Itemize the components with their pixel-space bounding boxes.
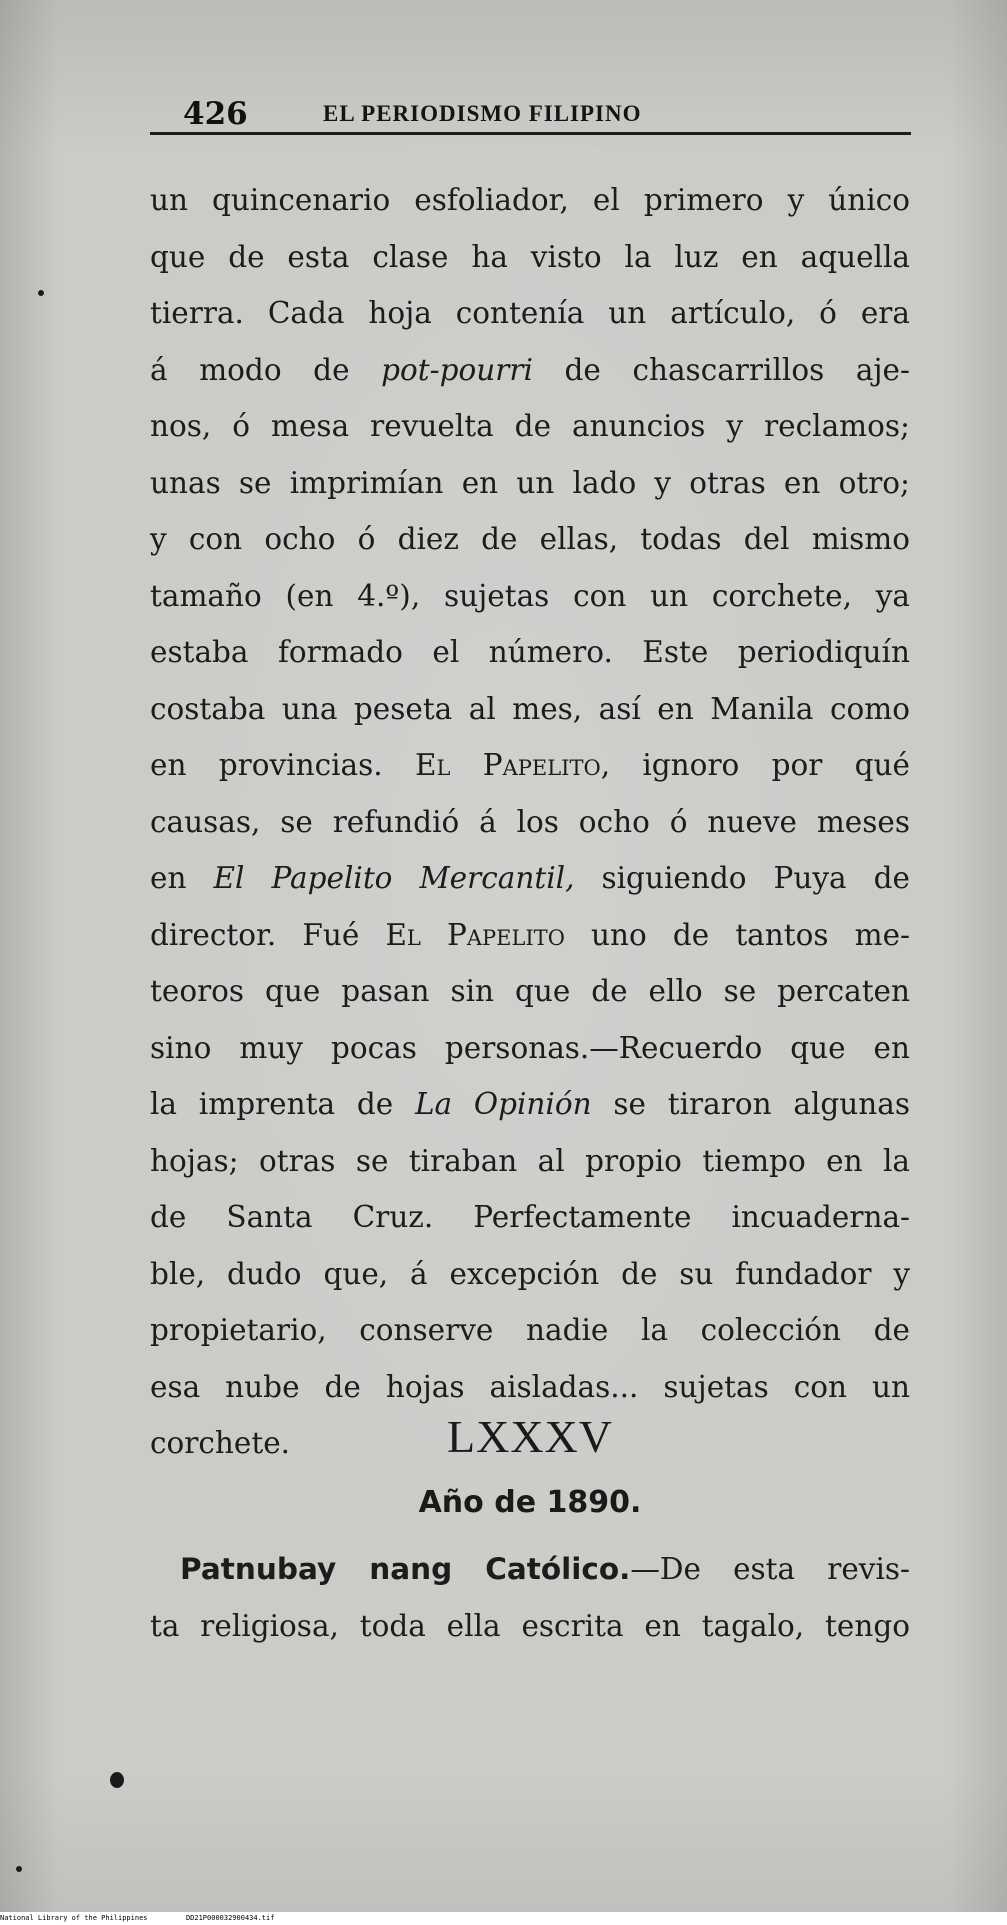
text-line [150,737,910,794]
text-line [150,850,910,907]
text-run: en [150,861,214,895]
text-line: esa nube de hojas aisladas... sujetas con un [150,1369,910,1404]
text-line [150,907,910,964]
section-numeral: LXXXV [447,1411,613,1462]
text-line: sino muy pocas personas.—Recuerdo que en [150,1030,910,1065]
text-line: corchete. [150,1426,291,1460]
text-line: de Santa Cruz. Perfectamente incuaderna- [150,1200,910,1234]
text-run: uno de tantos me- [564,917,911,952]
text-line: tierra. Cada hoja contenía un artículo, ó era [150,296,910,330]
text-line: que de esta clase ha visto la luz en aquella [150,239,910,274]
text-line: estaba formado el número. Este periodiquín [150,635,910,669]
text-run: —De esta revis- [630,1552,910,1586]
text-run: , ignoro por qué [600,748,910,782]
year-heading: Año de 1890. [418,1485,642,1520]
library-label: National Library of the Philippines [0,1914,148,1922]
header-rule [150,132,911,135]
text-run: director. Fué [150,917,386,952]
italic-term: pot-pourri [381,352,533,387]
page-header [183,92,911,136]
text-run: en provincias. [150,748,415,782]
text-line: nos, ó mesa revuelta de anuncios y reclamos; [150,409,910,443]
publication-name: El Papelito [414,748,601,782]
text-line: costaba una peseta al mes, así en Manila como [150,691,910,726]
text-line [150,1076,910,1133]
text-line: propietario, conserve nadie la colección de [150,1313,910,1347]
text-line: un quincenario esfoliador, el primero y único [150,183,910,217]
text-line: hojas; otras se tiraban al propio tiempo en la [150,1143,910,1178]
text-run: se tiraron algunas [591,1087,910,1121]
text-line: ble, dudo que, á excepción de su fundador y [150,1256,910,1291]
text-line [150,342,910,399]
ink-spot [38,290,44,296]
entry-text [150,1541,910,1654]
text-run: siguiendo Puya de [574,861,910,895]
text-line: tamaño (en 4.º), sujetas con un corchete, ya [150,578,910,613]
ink-spot [16,1866,22,1872]
text-line: ta religiosa, toda ella escrita en tagalo, tengo [150,1608,910,1643]
text-line: teoros que pasan sin que de ello se percaten [150,974,910,1008]
file-id: DD21P000032900434.tif [185,1914,275,1922]
page-number: 426 [183,96,248,132]
italic-title: La Opinión [414,1087,592,1121]
text-run: á modo de [150,352,382,387]
body-text [150,172,910,1472]
ink-spot [110,1772,124,1788]
text-line: y con ocho ó diez de ellas, todas del mismo [150,522,910,556]
scan-footer [0,1912,1007,1925]
italic-title: El Papelito Mercantil, [213,861,575,895]
text-run: de chascarrillos aje- [532,352,910,387]
running-title: EL PERIODISMO FILIPINO [323,101,642,126]
text-line: causas, se refundió á los ocho ó nueve meses [150,804,910,839]
text-run: la imprenta de [150,1087,415,1121]
text-line [150,1541,910,1598]
publication-name: El Papelito [385,917,565,952]
entry-title: Patnubay nang Católico. [180,1552,631,1586]
text-line: unas se imprimían en un lado y otras en otro; [150,465,910,500]
